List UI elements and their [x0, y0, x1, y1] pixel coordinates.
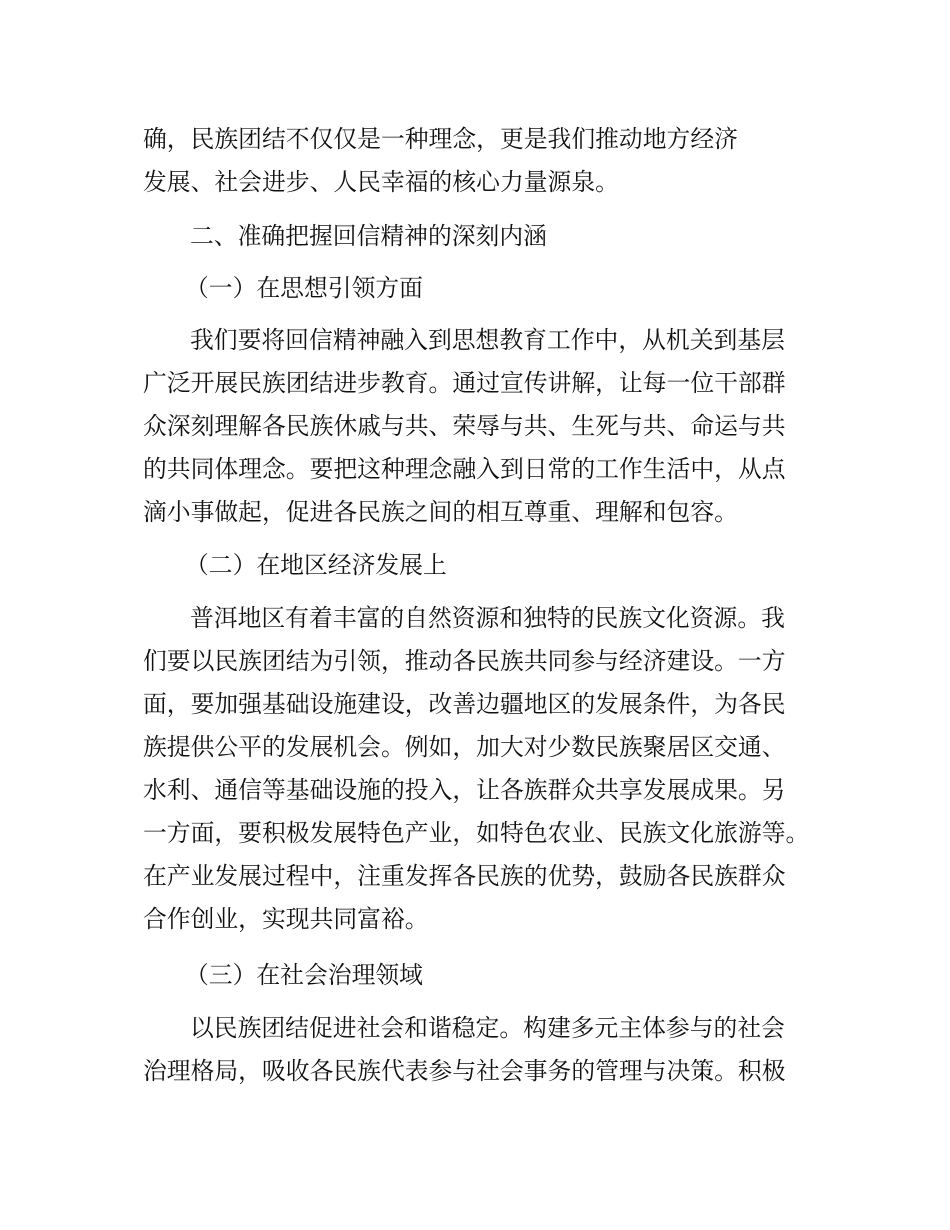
paragraph-line: 我们要将回信精神融入到思想教育工作中，从机关到基层: [190, 326, 785, 354]
paragraph-line: 以民族团结促进社会和谐稳定。构建多元主体参与的社会: [190, 1014, 785, 1042]
paragraph-line: 合作创业，实现共同富裕。: [143, 905, 429, 933]
subsection-heading: （一）在思想引领方面: [185, 274, 423, 302]
paragraph-line: 广泛开展民族团结进步教育。通过宣传讲解，让每一位干部群: [143, 369, 786, 397]
paragraph-line: 一方面，要积极发展特色产业，如特色农业、民族文化旅游等。: [143, 819, 810, 847]
paragraph-line: 滴小事做起，促进各民族之间的相互尊重、理解和包容。: [143, 498, 738, 526]
paragraph-line: 族提供公平的发展机会。例如，加大对少数民族聚居区交通、: [143, 733, 786, 761]
paragraph-line: 发展、社会进步、人民幸福的核心力量源泉。: [143, 168, 619, 196]
paragraph-line: 水利、通信等基础设施的投入，让各族群众共享发展成果。另: [143, 776, 786, 804]
paragraph-line: 们要以民族团结为引领，推动各民族共同参与经济建设。一方: [143, 647, 786, 675]
paragraph-line: 在产业发展过程中，注重发挥各民族的优势，鼓励各民族群众: [143, 862, 786, 890]
paragraph-line: 众深刻理解各民族休戚与共、荣辱与共、生死与共、命运与共: [143, 412, 786, 440]
paragraph-line: 确，民族团结不仅仅是一种理念，更是我们推动地方经济: [143, 125, 738, 153]
paragraph-line: 的共同体理念。要把这种理念融入到日常的工作生活中，从点: [143, 455, 786, 483]
paragraph-line: 治理格局，吸收各民族代表参与社会事务的管理与决策。积极: [143, 1057, 786, 1085]
section-heading: 二、准确把握回信精神的深刻内涵: [190, 222, 547, 250]
subsection-heading: （二）在地区经济发展上: [185, 551, 447, 579]
subsection-heading: （三）在社会治理领域: [185, 961, 423, 989]
paragraph-line: 面，要加强基础设施建设，改善边疆地区的发展条件，为各民: [143, 690, 786, 718]
paragraph-line: 普洱地区有着丰富的自然资源和独特的民族文化资源。我: [190, 604, 785, 632]
